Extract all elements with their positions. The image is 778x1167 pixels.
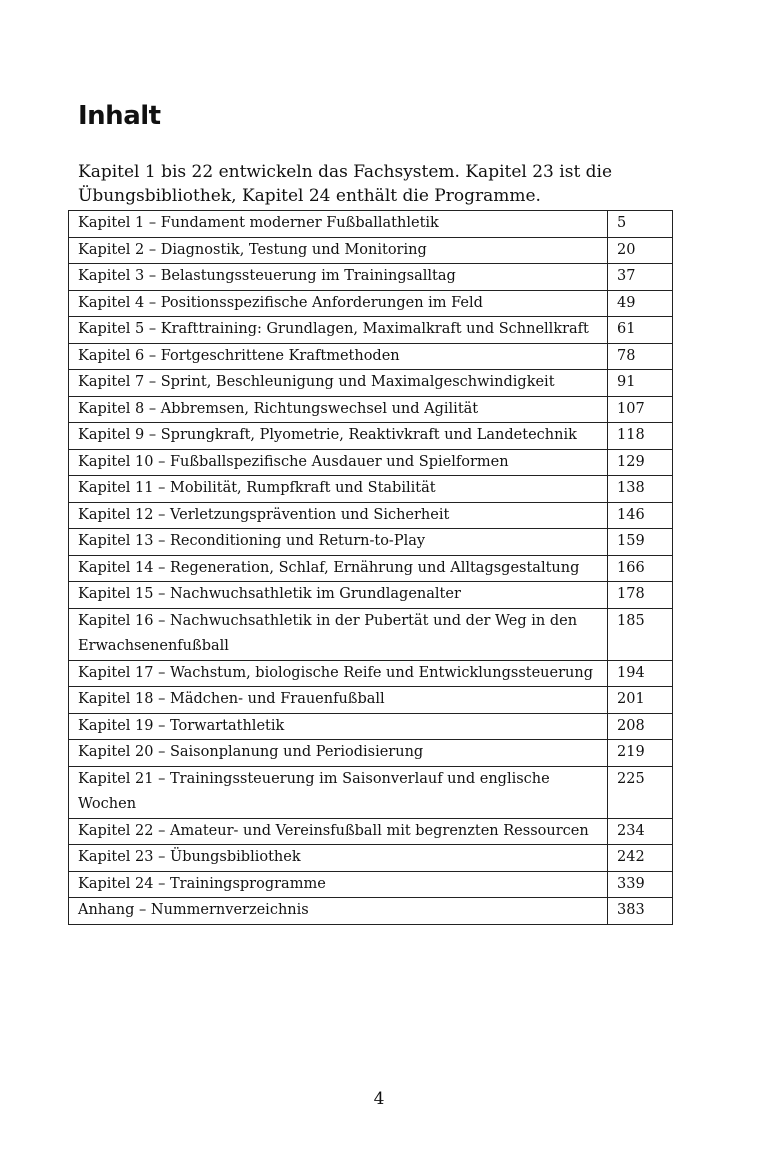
chapter-title: Kapitel 9 – Sprungkraft, Plyometrie, Reaktivkraft und Landetechnik (69, 423, 608, 450)
intro-paragraph: Kapitel 1 bis 22 entwickeln das Fachsystem. Kapitel 23 ist die Übungsbibliothek, Kapitel 24 enthält die Programme. (78, 162, 613, 206)
chapter-title: Kapitel 12 – Verletzungsprävention und Sicherheit (69, 502, 608, 529)
table-row (69, 343, 673, 370)
chapter-title: Kapitel 1 – Fundament moderner Fußballathletik (69, 211, 608, 238)
table-row (69, 449, 673, 476)
chapter-title: Kapitel 20 – Saisonplanung und Periodisierung (69, 740, 608, 767)
table-row (69, 264, 673, 291)
chapter-page: 5 (608, 211, 673, 238)
table-row (69, 476, 673, 503)
table-row (69, 502, 673, 529)
chapter-title: Kapitel 17 – Wachstum, biologische Reife und Entwicklungssteuerung (69, 660, 608, 687)
chapter-page: 219 (608, 740, 673, 767)
chapter-title: Anhang – Nummernverzeichnis (69, 898, 608, 925)
chapter-page: 91 (608, 370, 673, 397)
table-row (69, 713, 673, 740)
chapter-title: Kapitel 16 – Nachwuchsathletik in der Pubertät und der Weg in den Erwachsenenfußball (69, 608, 608, 660)
chapter-title: Kapitel 3 – Belastungssteuerung im Trainingsalltag (69, 264, 608, 291)
chapter-page: 78 (608, 343, 673, 370)
table-row (69, 818, 673, 845)
chapter-title: Kapitel 18 – Mädchen- und Frauenfußball (69, 687, 608, 714)
chapter-title: Kapitel 24 – Trainingsprogramme (69, 871, 608, 898)
table-row (69, 396, 673, 423)
chapter-title: Kapitel 2 – Diagnostik, Testung und Monitoring (69, 237, 608, 264)
chapter-page: 20 (608, 237, 673, 264)
table-row (69, 370, 673, 397)
table-row (69, 317, 673, 344)
page-number: 4 (373, 1089, 385, 1109)
chapter-title: Kapitel 5 – Krafttraining: Grundlagen, Maximalkraft und Schnellkraft (69, 317, 608, 344)
page-title: Inhalt (78, 101, 161, 131)
chapter-title: Kapitel 8 – Abbremsen, Richtungswechsel und Agilität (69, 396, 608, 423)
chapter-page: 138 (608, 476, 673, 503)
chapter-title: Kapitel 22 – Amateur- und Vereinsfußball mit begrenzten Ressourcen (69, 818, 608, 845)
chapter-page: 194 (608, 660, 673, 687)
chapter-page: 234 (608, 818, 673, 845)
table-row (69, 237, 673, 264)
table-of-contents (68, 210, 673, 925)
chapter-title: Kapitel 14 – Regeneration, Schlaf, Ernährung und Alltagsgestaltung (69, 555, 608, 582)
chapter-title: Kapitel 7 – Sprint, Beschleunigung und Maximalgeschwindigkeit (69, 370, 608, 397)
chapter-page: 49 (608, 290, 673, 317)
chapter-page: 185 (608, 608, 673, 660)
table-row (69, 845, 673, 872)
chapter-title: Kapitel 6 – Fortgeschrittene Kraftmethoden (69, 343, 608, 370)
chapter-page: 61 (608, 317, 673, 344)
chapter-page: 383 (608, 898, 673, 925)
table-row (69, 608, 673, 660)
chapter-page: 242 (608, 845, 673, 872)
chapter-page: 208 (608, 713, 673, 740)
chapter-page: 107 (608, 396, 673, 423)
chapter-page: 201 (608, 687, 673, 714)
table-row (69, 290, 673, 317)
table-row (69, 687, 673, 714)
chapter-title: Kapitel 21 – Trainingssteuerung im Saisonverlauf und englische Wochen (69, 766, 608, 818)
chapter-page: 178 (608, 582, 673, 609)
chapter-title: Kapitel 23 – Übungsbibliothek (69, 845, 608, 872)
table-row (69, 555, 673, 582)
table-row (69, 766, 673, 818)
chapter-page: 339 (608, 871, 673, 898)
chapter-title: Kapitel 4 – Positionsspezifische Anforderungen im Feld (69, 290, 608, 317)
chapter-title: Kapitel 15 – Nachwuchsathletik im Grundlagenalter (69, 582, 608, 609)
chapter-title: Kapitel 19 – Torwartathletik (69, 713, 608, 740)
chapter-title: Kapitel 11 – Mobilität, Rumpfkraft und Stabilität (69, 476, 608, 503)
table-row (69, 660, 673, 687)
chapter-page: 129 (608, 449, 673, 476)
chapter-title: Kapitel 13 – Reconditioning und Return-to-Play (69, 529, 608, 556)
table-row (69, 582, 673, 609)
chapter-page: 37 (608, 264, 673, 291)
table-row (69, 423, 673, 450)
table-row (69, 529, 673, 556)
chapter-page: 146 (608, 502, 673, 529)
chapter-page: 118 (608, 423, 673, 450)
table-row (69, 871, 673, 898)
chapter-page: 159 (608, 529, 673, 556)
table-row (69, 211, 673, 238)
chapter-title: Kapitel 10 – Fußballspezifische Ausdauer und Spielformen (69, 449, 608, 476)
toc-body (69, 211, 673, 925)
chapter-page: 166 (608, 555, 673, 582)
table-row (69, 740, 673, 767)
table-row (69, 898, 673, 925)
chapter-page: 225 (608, 766, 673, 818)
